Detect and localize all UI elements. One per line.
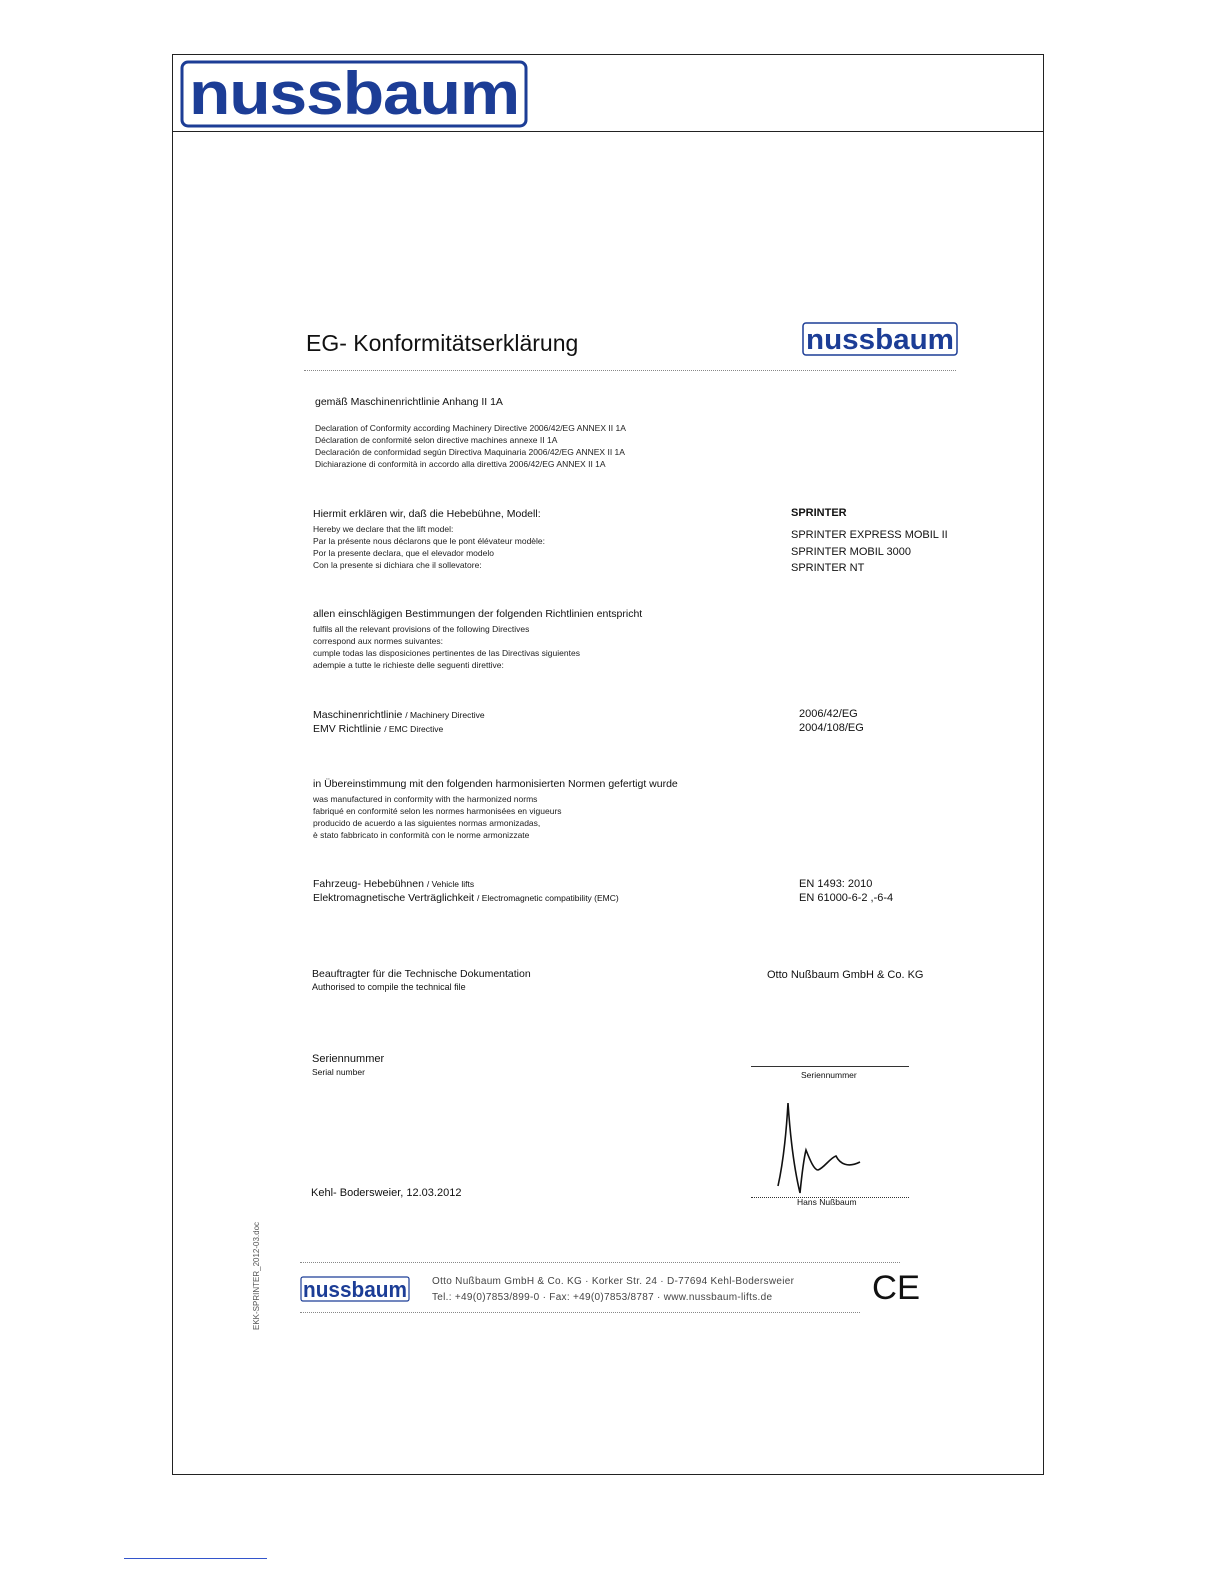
declaration-de: Hiermit erklären wir, daß die Hebebühne, Modell: xyxy=(313,508,541,520)
directive-intro-de: gemäß Maschinenrichtlinie Anhang II 1A xyxy=(315,396,503,408)
translation-line: Con la presente si dichiara che il sollevatore: xyxy=(313,560,482,570)
logo-text-footer: nussbaum xyxy=(303,1277,407,1302)
directive-name-en: / EMC Directive xyxy=(384,724,444,734)
translation-line: Dichiarazione di conformità in accordo alla direttiva 2006/42/EG ANNEX II 1A xyxy=(315,459,606,469)
translation-line: adempie a tutte le richieste delle seguenti direttive: xyxy=(313,660,504,670)
compliance-de: allen einschlägigen Bestimmungen der folgenden Richtlinien entspricht xyxy=(313,608,643,620)
header-divider xyxy=(172,131,1044,132)
serial-label-en: Serial number xyxy=(312,1067,365,1077)
standard-row xyxy=(313,892,619,904)
directive-code: 2004/108/EG xyxy=(799,722,864,734)
standard-code: EN 1493: 2010 xyxy=(799,878,873,890)
logo-text: nussbaum xyxy=(189,60,519,127)
footer-address: Otto Nußbaum GmbH & Co. KG · Korker Str. 24 · D-77694 Kehl-Bodersweier xyxy=(432,1276,795,1287)
directive-row xyxy=(313,709,485,721)
standards-intro-translations xyxy=(313,793,562,841)
model-item: SPRINTER MOBIL 3000 xyxy=(791,545,912,558)
ce-mark-text: CE xyxy=(872,1269,920,1304)
tech-doc-en: Authorised to compile the technical file xyxy=(312,982,466,992)
handwritten-signature xyxy=(760,1098,880,1198)
document-title: EG- Konformitätserklärung xyxy=(306,330,579,356)
directive-code: 2006/42/EG xyxy=(799,708,858,720)
standard-name-de: Fahrzeug- Hebebühnen xyxy=(313,878,424,890)
nussbaum-logo xyxy=(180,60,528,128)
standard-name-en: / Vehicle lifts xyxy=(426,879,475,889)
footer-divider-top xyxy=(300,1262,900,1263)
directive-intro-translations xyxy=(315,422,626,470)
translation-line: Hereby we declare that the lift model: xyxy=(313,524,454,534)
serial-number-line xyxy=(751,1066,909,1067)
directive-row xyxy=(313,723,443,735)
document-reference: EKK-SPRINTER_2012-03.doc xyxy=(252,1221,261,1330)
translation-line: cumple todas las disposiciones pertinentes de las Directivas siguientes xyxy=(313,648,580,658)
tech-doc-de: Beauftragter für die Technische Dokumentation xyxy=(312,968,531,980)
title-divider xyxy=(304,370,956,371)
footer-contact: Tel.: +49(0)7853/899-0 · Fax: +49(0)7853/8787 · www.nussbaum-lifts.de xyxy=(432,1292,773,1303)
directive-name-de: Maschinenrichtlinie xyxy=(313,709,403,721)
tech-doc-company: Otto Nußbaum GmbH & Co. KG xyxy=(767,969,924,981)
translation-line: producido de acuerdo a las siguientes normas armonizadas, xyxy=(313,818,541,828)
nussbaum-logo-small xyxy=(802,322,958,356)
standards-intro-de: in Übereinstimmung mit den folgenden harmonisierten Normen gefertigt wurde xyxy=(313,778,678,790)
serial-field-label: Seriennummer xyxy=(801,1070,857,1080)
translation-line: was manufactured in conformity with the harmonized norms xyxy=(313,794,538,804)
serial-label-de: Seriennummer xyxy=(312,1053,385,1065)
model-item: SPRINTER EXPRESS MOBIL II xyxy=(791,529,948,541)
translation-line: correspond aux normes suivantes: xyxy=(313,636,443,646)
translation-line: è stato fabbricato in conformità con le norme armonizzate xyxy=(313,830,530,840)
standard-name-de: Elektromagnetische Verträglichkeit xyxy=(313,892,475,904)
directive-name-de: EMV Richtlinie xyxy=(313,723,382,735)
model-item: SPRINTER NT xyxy=(791,562,865,574)
compliance-translations xyxy=(313,623,580,671)
translation-line: Declaración de conformidad según Directiva Maquinaria 2006/42/EG ANNEX II 1A xyxy=(315,447,625,457)
model-header: SPRINTER xyxy=(791,507,847,519)
nussbaum-logo-footer xyxy=(300,1276,410,1302)
footer-divider-bottom xyxy=(300,1312,860,1313)
logo-text-small: nussbaum xyxy=(806,324,954,356)
translation-line: Declaration of Conformity according Machinery Directive 2006/42/EG ANNEX II 1A xyxy=(315,423,626,433)
ce-mark xyxy=(870,1268,922,1304)
directive-name-en: / Machinery Directive xyxy=(405,710,485,720)
model-list xyxy=(791,527,948,577)
translation-line: Por la presente declara, que el elevador modelo xyxy=(313,548,494,558)
standard-code: EN 61000-6-2 ,-6-4 xyxy=(799,892,894,904)
bottom-rule xyxy=(124,1558,267,1559)
translation-line: fabriqué en conformité selon les normes harmonisées en vigueurs xyxy=(313,806,562,816)
place-date: Kehl- Bodersweier, 12.03.2012 xyxy=(311,1187,462,1199)
translation-line: fulfils all the relevant provisions of the following Directives xyxy=(313,624,530,634)
standard-row xyxy=(313,878,474,890)
signatory-name: Hans Nußbaum xyxy=(797,1197,857,1207)
translation-line: Par la présente nous déclarons que le pont élévateur modèle: xyxy=(313,536,546,546)
translation-line: Déclaration de conformité selon directive machines annexe II 1A xyxy=(315,435,558,445)
declaration-translations xyxy=(313,523,545,571)
standard-name-en: / Electromagnetic compatibility (EMC) xyxy=(477,893,619,903)
